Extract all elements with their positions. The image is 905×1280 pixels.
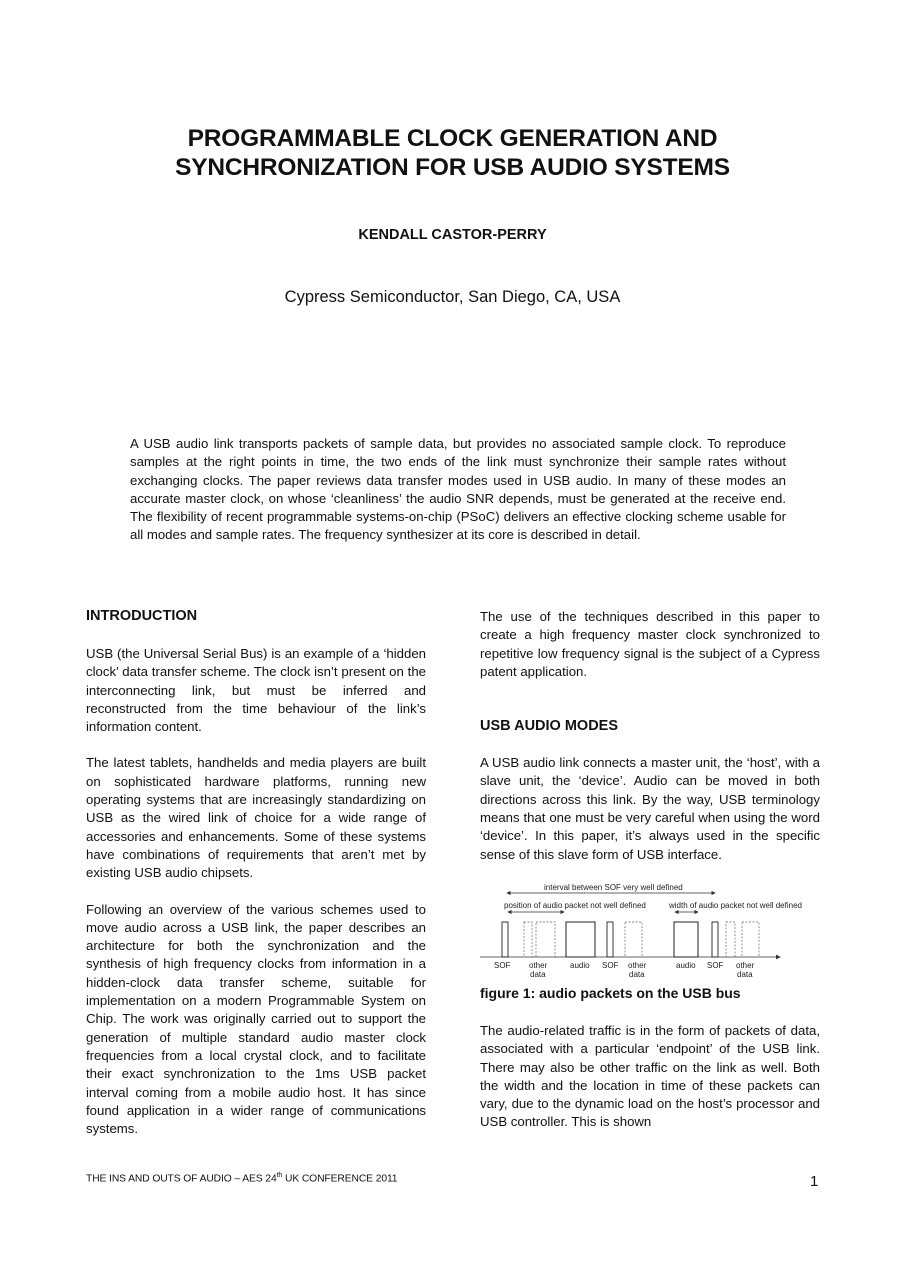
- abstract: A USB audio link transports packets of sample data, but provides no associated sample clock. To reproduce samples at the right points in time, the two ends of the link must synchronize their sample rates without exchanging clocks. The paper reviews data transfer modes used in USB audio. In many of these modes an accurate master clock, on whose ‘cleanliness’ the audio SNR depends, must be generated at the receive end. The flexibility of recent programmable systems-on-chip (PSoC) delivers an effective clocking scheme usable for all modes and sample rates. The frequency synthesizer at its core is described in detail.: [130, 436, 786, 543]
- figure-caption: figure 1: audio packets on the USB bus: [480, 984, 741, 1001]
- label-audio-2: audio: [676, 960, 696, 970]
- sof-pulse-1: [502, 922, 508, 957]
- label-sof-1: SOF: [494, 960, 511, 970]
- intro-paragraph-3: Following an overview of the various schemes used to move audio across a USB link, the paper describes an architecture for both the synchronization and the synthesis of high frequency clocks from information in a hidden-clock data transfer scheme, suitable for implementation on a modern Programmable System on Chip. The work was originally carried out to support the generation of multiple standard audio master clock frequencies from a local crystal clock, and to facilitate their exact synchronization to the 1ms USB packet interval coming from a mobile audio host. It has since found application in a wider range of communications systems.: [86, 901, 426, 1137]
- footer-superscript: th: [276, 1172, 283, 1179]
- audio-packet-2: [674, 922, 698, 957]
- sof-pulse-3: [712, 922, 718, 957]
- audio-traffic-paragraph: The audio-related traffic is in the form of packets of data, associated with a particular ‘endpoint’ of the USB link. There may also be other traffic on the link as well. Both the width and the location in time of these packets can vary, due to the dynamic load on the host’s processor and USB controller. This is shown: [480, 1022, 820, 1130]
- label-position: position of audio packet not well defined: [504, 900, 646, 910]
- label-other-2: other: [628, 960, 647, 970]
- patent-paragraph: The use of the techniques described in this paper to create a high frequency master clock synchronized to repetitive low frequency signal is the subject of a Cypress patent application.: [480, 609, 820, 679]
- footer-text-before: THE INS AND OUTS OF AUDIO – AES 24: [86, 1173, 277, 1185]
- author-name: KENDALL CASTOR-PERRY: [358, 227, 547, 243]
- label-sof-2: SOF: [602, 960, 619, 970]
- affiliation: Cypress Semiconductor, San Diego, CA, USA: [284, 288, 621, 306]
- right-column: [480, 608, 820, 1132]
- other-data-3b: [742, 922, 759, 957]
- page-number: 1: [810, 1173, 819, 1190]
- label-data-1: data: [530, 969, 546, 978]
- sof-pulse-2: [607, 922, 613, 957]
- intro-paragraph-2: The latest tablets, handhelds and media players are built on sophisticated hardware platforms, running new operating systems that are increasingly standardizing on USB as the wired link of choice for a wide range of accessories and enhancements. Some of these systems have combinations of requirements that aren’t met by existing USB audio chipsets.: [86, 755, 426, 881]
- section-heading-usb-audio-modes: USB AUDIO MODES: [480, 718, 619, 735]
- usb-packet-diagram: [480, 882, 820, 978]
- title-line-2: SYNCHRONIZATION FOR USB AUDIO SYSTEMS: [175, 154, 730, 181]
- paper-title: [100, 124, 805, 182]
- section-heading-introduction: INTRODUCTION: [86, 608, 198, 624]
- audio-packet-1: [566, 922, 595, 957]
- label-other-3: other: [736, 960, 755, 970]
- footer-text-after: UK CONFERENCE 2011: [282, 1173, 398, 1185]
- usb-modes-paragraph: A USB audio link connects a master unit, the ‘host’, with a slave unit, the ‘device’. Audio can be moved in both directions across this link. By the way, USB terminology means that one must be very careful when using the word ‘device’. In this paper, it’s always used in the specific sense of this slave form of USB interface.: [480, 755, 820, 862]
- label-width: width of audio packet not well defined: [669, 900, 802, 910]
- label-data-2: data: [629, 969, 645, 978]
- other-data-1a: [524, 922, 532, 957]
- title-line-1: PROGRAMMABLE CLOCK GENERATION AND: [187, 125, 718, 152]
- intro-paragraph-1: USB (the Universal Serial Bus) is an example of a ‘hidden clock’ data transfer scheme. The clock isn’t present on the interconnecting link, but must be inferred and reconstructed from the time behaviour of the link’s information content.: [86, 646, 426, 735]
- other-data-1b: [536, 922, 555, 957]
- label-other-1: other: [529, 960, 548, 970]
- footer-conference: [86, 1172, 397, 1184]
- label-data-3: data: [737, 969, 753, 978]
- label-interval: interval between SOF very well defined: [544, 882, 683, 892]
- label-audio-1: audio: [570, 960, 590, 970]
- other-data-2: [625, 922, 642, 957]
- other-data-3a: [726, 922, 735, 957]
- figure-1-usb-packets: [480, 882, 820, 978]
- left-column: [86, 607, 426, 1138]
- label-sof-3: SOF: [707, 960, 724, 970]
